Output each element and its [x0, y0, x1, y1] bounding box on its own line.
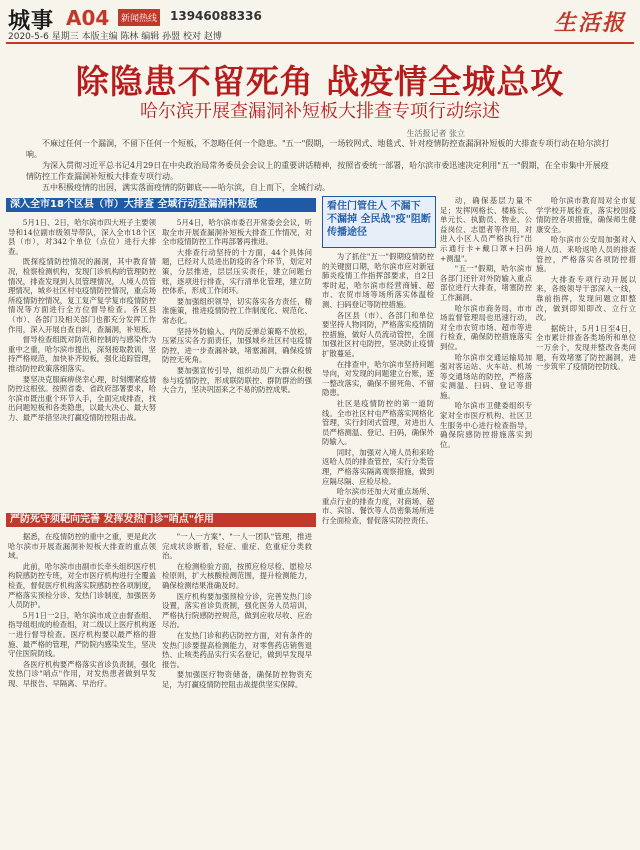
- paragraph: 社区是疫情防控的第一道防线。全市社区村屯严格落实网格化管理，实行封闭式管理，对进出人员严格测温、登记、扫码，确保外防输入。: [322, 398, 434, 447]
- paragraph: 哈尔滨市还加大对重点场所、重点行业的排查力度，对商场、超市、宾馆、餐饮等人员密集场所进行全面检查，督促落实防控责任。: [322, 487, 434, 526]
- paragraph: 哈尔滨市教育局对全市复学学校开展检查，落实校园疫情防控各项措施，确保师生健康安全。: [536, 196, 636, 234]
- column-6: [440, 196, 532, 844]
- paragraph: 要加强组织领导，切实落实各方责任，精准施策，推进疫情防控工作制度化、规范化、常态化。: [162, 296, 312, 325]
- paragraph: 据统计，5月1日至4日，全市累计排查各类场所和单位一万余个，发现并整改各类问题，有效堵塞了防控漏洞，进一步筑牢了疫情防控防线。: [536, 323, 636, 372]
- byline: 生活报记者 张立: [406, 129, 465, 138]
- paragraph: 哈尔滨市交通运输局加强对客运站、火车站、机场等交通场站的防控，严格落实测温、扫码、登记等措施。: [440, 352, 532, 400]
- paragraph: "五一"假期，哈尔滨市各部门还针对外防输入重点部位进行大排查，堵塞防控工作漏洞。: [440, 264, 532, 302]
- paragraph: 大排查专项行动开展以来，各级领导干部深入一线，靠前指挥，发现问题立即整改，做到即知即改、立行立改。: [536, 274, 636, 323]
- paragraph: "一人一方案"、"一人一团队"管理，推进完成状诊断着，轻症、重症、危重症分类救治。: [162, 532, 312, 561]
- dateline: 2020-5-6 星期三 本版主编 陈林 编辑 孙盟 校对 赵博: [8, 32, 222, 42]
- lead-paragraph: 五中积极疫情的出因，满实落面疫情的防御底——哈尔滨，自上而下，全城行动。: [42, 183, 330, 192]
- hotline-label: 新闻热线: [118, 9, 160, 26]
- paragraph: 大排查行动坚持的十方面，44个具体问题，已经对人员进出防疫的各个环节，划定对策，分层推进，层层压实责任，建立问题台账，逐项进行排查，实行清单化管理，建立防控体系，形成工作闭环。: [162, 247, 312, 296]
- paragraph: 哈尔滨市公安局加强对入境人员、来哈返哈人员的排查管控，严格落实各项防控措施。: [536, 235, 636, 274]
- paragraph: 要加强医疗物资储备，确保防控物资充足，为打赢疫情防控阻击战提供坚实保障。: [162, 670, 312, 689]
- column-1: [8, 218, 156, 508]
- paragraph: 同时，加强对入境人员和来哈返哈人员的排查管控，实行分类管理，严格落实隔离观察措施，做到应隔尽隔、应检尽检。: [322, 447, 434, 486]
- sub-headline: 哈尔滨开展查漏洞补短板大排查专项行动综述: [140, 101, 500, 122]
- column-5: [322, 252, 434, 844]
- paragraph: 在排查中，哈尔滨市坚持问题导向，对发现的问题建立台账，逐一整改落实，确保不留死角、不留隐患。: [322, 359, 434, 398]
- lead-paragraph: 为深入贯彻习近平总书记4月29日在中央政治局常务委员会会议上的重要讲话精神，按照省委统一部署，哈尔滨市委迅速决定利用"五一"假期，在全市集中开展疫情防控工作查漏洞补短板大排查专项行动。: [26, 161, 609, 181]
- paragraph: 为了抓住"五一"假期疫情防控的关键窗口期，哈尔滨市应对新冠肺炎疫情工作指挥部要求，自2日零时起，哈尔滨市经营商铺、超市、农贸市场等场所落实体温检测、扫码登记等防控措施。: [322, 252, 434, 309]
- paragraph: 5月4日，哈尔滨市委召开常委会会议，听取全市开展查漏洞补短板大排查工作情况，对全市疫情防控工作再部署再推进。: [162, 218, 312, 247]
- paragraph: 各医疗机构要严格落实首诊负责制，强化发热门诊"哨点"作用，对发热患者做到早发现、早报告、早隔离、早治疗。: [8, 659, 156, 688]
- paragraph: 哈尔滨市商务局、市市场监督管理局也迅速行动，对全市农贸市场、超市等进行检查，确保防控措施落实到位。: [440, 303, 532, 351]
- section-1-title: 深入全市18个区县（市）大排查 全域行动查漏洞补短板: [6, 198, 316, 212]
- hotline-phone: 13946088336: [170, 9, 262, 23]
- column-2: [162, 218, 312, 508]
- paragraph: 坚持外防输入、内防反弹总策略不放松，压紧压实各方面责任，加强城乡社区村屯疫情防控，进一步查漏补缺，堵塞漏洞，确保疫情防控无死角。: [162, 326, 312, 365]
- newspaper-logo: 生活报: [553, 10, 626, 36]
- paragraph: 5月1日一2日，哈尔滨市成立由督查组、指导组组成的检查组，对二级以上医疗机构逐一进行督导检查。医疗机构要以最严格的措施、最严格的管理，严防院内感染发生，坚决守住医院防线。: [8, 610, 156, 659]
- paragraph: 在检测检验方面，按照应检尽检、愿检尽检原则，扩大核酸检测范围，提升检测能力，确保检测结果准确及时。: [162, 561, 312, 590]
- main-headline: 除隐患不留死角 战疫情全城总攻: [75, 62, 565, 101]
- paragraph: 5月1日、2日，哈尔滨市四大班子主要领导和14位副市级领导带队，深入全市18个区县（市），对342个单位（点位）进行大排查。: [8, 218, 156, 256]
- lead-paragraph: 不麻过任何一个漏洞，不留下任何一个短板，不忽略任何一个隐患。"五一"假期，一场较网式、地毯式、针对疫情防控查漏洞补短板的大排查专项行动在哈尔滨打响。: [26, 139, 610, 159]
- paragraph: 在发热门诊和药店防控方面，对有条件的发热门诊要提高检测能力，对零售药店销售退热、止咳类药品实行实名登记，做到早发现早报告。: [162, 630, 312, 669]
- column-3: [8, 532, 156, 844]
- paragraph: 督导检查组既对防范和控制的与感染作为重中之重，哈尔滨市提出，深刻接取教训，坚持严格规范，加快补齐短板，强化追踪管理，推动防控政策落细落实。: [8, 335, 156, 373]
- header-rule: [6, 42, 634, 44]
- paragraph: 医疗机构要加强预检分诊，完善发热门诊设置，落实首诊负责制，强化医务人员培训，严格执行院感防控规范，做到应收尽收、应治尽治。: [162, 591, 312, 630]
- section-name: 城事: [8, 9, 55, 34]
- column-7: [536, 196, 636, 844]
- paragraph: 要加强宣传引导，组织动员广大群众积极参与疫情防控，形成联防联控、群防群治的强大合力，坚决巩固来之不易的防控成果。: [162, 365, 312, 395]
- paragraph: 各区县（市）、各部门和单位要坚持人物同防，严格落实疫情防控措施，做好人员流动管控，全面加强社区村屯防控，坚决防止疫情扩散蔓延。: [322, 310, 434, 358]
- paragraph: 要坚决克服麻痹侥幸心理，时刻绷紧疫情防控这根弦。按照省委、省政府部署要求，哈尔滨市既出重个环节入手，全面完成排查，找出问题短板和各类隐患，以最大决心、最大努力、最严举措坚决打赢疫情防控阻击战。: [8, 374, 156, 422]
- column-4: [162, 532, 312, 844]
- paragraph: 此前，哈尔滨市由副市长牵头组织医疗机构院感防控专班，对全市医疗机构进行全覆盖检查，督促医疗机构落实院感防控各项制度，严格落实预检分诊、发热门诊制度，加强医务人员防护。: [8, 561, 156, 610]
- section-3-title: 看住门管住人 不漏下 不漏掉 全民战"疫"阻断传播途径: [327, 201, 431, 238]
- lead-paragraphs: [26, 138, 614, 193]
- page-number: A04: [66, 6, 110, 30]
- paragraph: 据悉，在疫情防控的重中之重，更是此次哈尔滨市开展查漏洞补短板大排查的重点领域。: [8, 532, 156, 561]
- section-2-title: 严防死守须靶向完善 发挥发热门诊"哨点"作用: [6, 513, 316, 527]
- paragraph: 既探疫情防控情况的漏洞，其中教育情况，检察检测机构，发现门诊机构的管理防控情况，排查发现到人员管理情况，人境人员管理情况，城乡社区村屯疫情防控情况，重点场所疫情防控情况，复工复产复学复市疫情防控情况等方面进行全方位督导检查。各区县（市）、各部门及相关部门也都充分发挥工作作用，深入开展自查自纠，查漏洞，补短板。: [8, 257, 156, 334]
- section-3-title-box: [322, 196, 436, 248]
- paragraph: 哈尔滨市卫健委组织专家对全市医疗机构、社区卫生服务中心进行检查指导，确保院感防控措施落实到位。: [440, 401, 532, 449]
- paragraph: 动，确保基层力量不足；发挥网格长、楼栋长、单元长、执勤员、物业、公益岗位、志愿者等作用，对进入小区人员严格执行"出示通行卡+戴口罩+扫码+测温"。: [440, 196, 532, 263]
